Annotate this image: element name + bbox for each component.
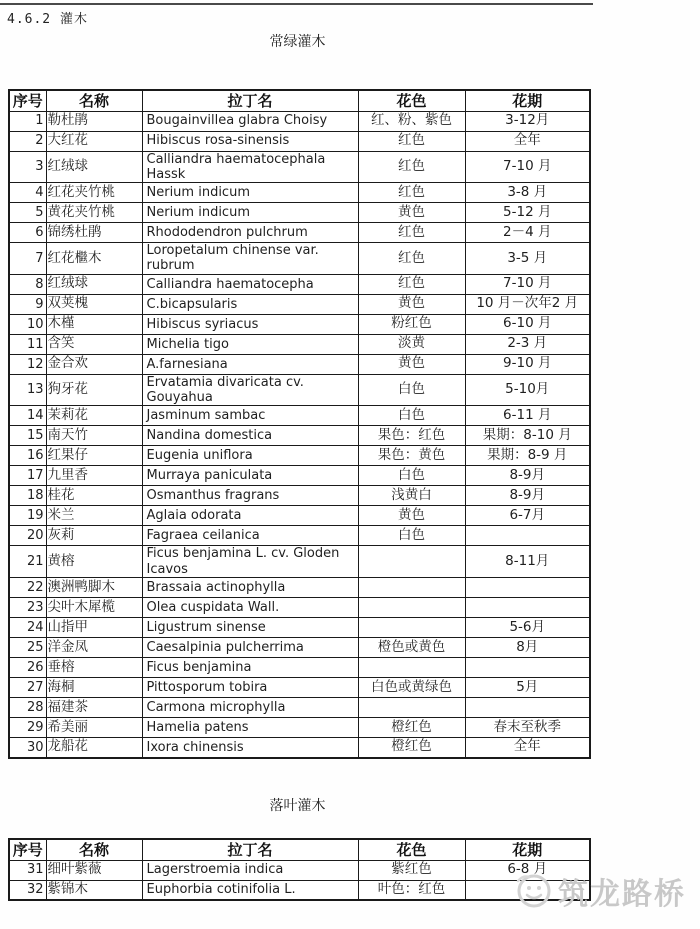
cell-latin: Calliandra haematocephala Hassk bbox=[142, 151, 358, 183]
cell-name: 桂花 bbox=[46, 486, 142, 506]
cell-latin: Olea cuspidata Wall. bbox=[142, 598, 358, 618]
column-header-flower-period: 花期 bbox=[465, 839, 590, 860]
header-row bbox=[9, 90, 590, 111]
cell-flower-color: 果色：红色 bbox=[358, 426, 465, 446]
cell-flower-period: 9-10 月 bbox=[465, 354, 590, 374]
cell-latin: Jasminum sambac bbox=[142, 406, 358, 426]
cell-flower-period: 8月 bbox=[465, 638, 590, 658]
cell-latin: Lagerstroemia indica bbox=[142, 860, 358, 880]
cell-index: 26 bbox=[9, 658, 46, 678]
cell-flower-color: 粉红色 bbox=[358, 314, 465, 334]
cell-latin: Calliandra haematocepha bbox=[142, 274, 358, 294]
cell-flower-period: 10 月－次年2 月 bbox=[465, 294, 590, 314]
cell-latin: Ficus benjamina L. cv. Gloden Icavos bbox=[142, 546, 358, 578]
cell-index: 10 bbox=[9, 314, 46, 334]
cell-index: 9 bbox=[9, 294, 46, 314]
column-header-flower-color: 花色 bbox=[358, 90, 465, 111]
cell-flower-period bbox=[465, 658, 590, 678]
cell-flower-color bbox=[358, 658, 465, 678]
cell-flower-color bbox=[358, 578, 465, 598]
cell-flower-color: 红色 bbox=[358, 151, 465, 183]
cell-index: 13 bbox=[9, 374, 46, 406]
evergreen-table-title: 常绿灌木 bbox=[269, 34, 326, 50]
cell-flower-period bbox=[465, 578, 590, 598]
cell-flower-color bbox=[358, 598, 465, 618]
cell-latin: Hibiscus syriacus bbox=[142, 314, 358, 334]
cell-name: 红绒球 bbox=[46, 274, 142, 294]
cell-flower-color: 淡黄 bbox=[358, 334, 465, 354]
table-row bbox=[9, 598, 590, 618]
cell-name: 细叶紫薇 bbox=[46, 860, 142, 880]
cell-index: 11 bbox=[9, 334, 46, 354]
cell-index: 31 bbox=[9, 860, 46, 880]
cell-name: 黄花夹竹桃 bbox=[46, 203, 142, 223]
cell-flower-color: 红、粉、紫色 bbox=[358, 111, 465, 131]
cell-name: 红花夹竹桃 bbox=[46, 183, 142, 203]
cell-flower-period bbox=[465, 698, 590, 718]
cell-latin: Euphorbia cotinifolia L. bbox=[142, 880, 358, 900]
cell-index: 14 bbox=[9, 406, 46, 426]
table-row bbox=[9, 294, 590, 314]
cell-latin: Murraya paniculata bbox=[142, 466, 358, 486]
table-row bbox=[9, 334, 590, 354]
cell-flower-color: 白色 bbox=[358, 526, 465, 546]
cell-latin: A.farnesiana bbox=[142, 354, 358, 374]
table-row bbox=[9, 274, 590, 294]
deciduous-shrubs-table-wrap bbox=[8, 838, 589, 901]
evergreen-shrubs-table-wrap bbox=[8, 89, 589, 759]
table-row bbox=[9, 183, 590, 203]
table-row bbox=[9, 314, 590, 334]
cell-latin: Ligustrum sinense bbox=[142, 618, 358, 638]
cell-flower-color: 橙红色 bbox=[358, 738, 465, 758]
cell-flower-period: 8-9月 bbox=[465, 466, 590, 486]
table-row bbox=[9, 374, 590, 406]
cell-index: 17 bbox=[9, 466, 46, 486]
cell-latin: Osmanthus fragrans bbox=[142, 486, 358, 506]
cell-index: 22 bbox=[9, 578, 46, 598]
cell-name: 红绒球 bbox=[46, 151, 142, 183]
table-row bbox=[9, 738, 590, 758]
cell-flower-color: 白色 bbox=[358, 466, 465, 486]
cell-index: 19 bbox=[9, 506, 46, 526]
cell-flower-period: 5月 bbox=[465, 678, 590, 698]
column-header-flower-color: 花色 bbox=[358, 839, 465, 860]
cell-name: 含笑 bbox=[46, 334, 142, 354]
cell-index: 16 bbox=[9, 446, 46, 466]
cell-index: 27 bbox=[9, 678, 46, 698]
cell-latin: Hibiscus rosa-sinensis bbox=[142, 131, 358, 151]
cell-name: 尖叶木犀榄 bbox=[46, 598, 142, 618]
cell-index: 1 bbox=[9, 111, 46, 131]
cell-name: 狗牙花 bbox=[46, 374, 142, 406]
cell-name: 红果仔 bbox=[46, 446, 142, 466]
section-heading: 4.6.2 灌木 bbox=[7, 12, 88, 27]
cell-latin: Ficus benjamina bbox=[142, 658, 358, 678]
cell-latin: Ervatamia divaricata cv. Gouyahua bbox=[142, 374, 358, 406]
cell-flower-color bbox=[358, 698, 465, 718]
cell-flower-color: 红色 bbox=[358, 274, 465, 294]
cell-name: 澳洲鸭脚木 bbox=[46, 578, 142, 598]
cell-latin: Ixora chinensis bbox=[142, 738, 358, 758]
table-row bbox=[9, 578, 590, 598]
cell-latin: Rhododendron pulchrum bbox=[142, 223, 358, 243]
table-row bbox=[9, 718, 590, 738]
cell-flower-color: 黄色 bbox=[358, 506, 465, 526]
table-row bbox=[9, 486, 590, 506]
table-row bbox=[9, 426, 590, 446]
cell-flower-period: 果期：8-10 月 bbox=[465, 426, 590, 446]
cell-index: 12 bbox=[9, 354, 46, 374]
cell-flower-color: 白色 bbox=[358, 374, 465, 406]
table-row bbox=[9, 223, 590, 243]
cell-name: 福建茶 bbox=[46, 698, 142, 718]
cell-name: 山指甲 bbox=[46, 618, 142, 638]
table-row bbox=[9, 506, 590, 526]
cell-name: 海桐 bbox=[46, 678, 142, 698]
cell-latin: Fagraea ceilanica bbox=[142, 526, 358, 546]
column-header-latin: 拉丁名 bbox=[142, 90, 358, 111]
cell-latin: Aglaia odorata bbox=[142, 506, 358, 526]
cell-flower-period: 6-7月 bbox=[465, 506, 590, 526]
cell-flower-period: 果期：8-9 月 bbox=[465, 446, 590, 466]
cell-index: 3 bbox=[9, 151, 46, 183]
cell-name: 希美丽 bbox=[46, 718, 142, 738]
cell-name: 红花檵木 bbox=[46, 243, 142, 275]
cell-flower-period: 2－4 月 bbox=[465, 223, 590, 243]
table-row bbox=[9, 243, 590, 275]
column-header-latin: 拉丁名 bbox=[142, 839, 358, 860]
cell-flower-color: 果色：黄色 bbox=[358, 446, 465, 466]
table-row bbox=[9, 880, 590, 900]
top-rule-divider bbox=[0, 3, 593, 5]
cell-index: 2 bbox=[9, 131, 46, 151]
cell-flower-color: 黄色 bbox=[358, 203, 465, 223]
table-row bbox=[9, 618, 590, 638]
column-header-name: 名称 bbox=[46, 90, 142, 111]
cell-flower-color: 紫红色 bbox=[358, 860, 465, 880]
cell-flower-color: 红色 bbox=[358, 243, 465, 275]
cell-flower-color: 叶色：红色 bbox=[358, 880, 465, 900]
table-row bbox=[9, 111, 590, 131]
table-row bbox=[9, 638, 590, 658]
cell-flower-color: 白色 bbox=[358, 406, 465, 426]
cell-name: 米兰 bbox=[46, 506, 142, 526]
table-row bbox=[9, 658, 590, 678]
cell-latin: Loropetalum chinense var. rubrum bbox=[142, 243, 358, 275]
cell-latin: Nerium indicum bbox=[142, 203, 358, 223]
watermark-text: 筑龙路桥 bbox=[558, 877, 686, 912]
cell-index: 18 bbox=[9, 486, 46, 506]
cell-name: 茉莉花 bbox=[46, 406, 142, 426]
cell-flower-period: 2-3 月 bbox=[465, 334, 590, 354]
column-header-flower-period: 花期 bbox=[465, 90, 590, 111]
cell-latin: C.bicapsularis bbox=[142, 294, 358, 314]
cell-flower-period bbox=[465, 598, 590, 618]
cell-flower-period: 5-12 月 bbox=[465, 203, 590, 223]
cell-name: 紫锦木 bbox=[46, 880, 142, 900]
cell-name: 勒杜鹃 bbox=[46, 111, 142, 131]
cell-name: 双荚槐 bbox=[46, 294, 142, 314]
table-row bbox=[9, 526, 590, 546]
cell-flower-color bbox=[358, 618, 465, 638]
cell-latin: Bougainvillea glabra Choisy bbox=[142, 111, 358, 131]
cell-flower-period: 全年 bbox=[465, 738, 590, 758]
cell-latin: Hamelia patens bbox=[142, 718, 358, 738]
column-header-index: 序号 bbox=[9, 839, 46, 860]
cell-flower-period bbox=[465, 526, 590, 546]
cell-index: 24 bbox=[9, 618, 46, 638]
cell-index: 6 bbox=[9, 223, 46, 243]
cell-flower-period: 7-10 月 bbox=[465, 274, 590, 294]
cell-flower-period: 5-10月 bbox=[465, 374, 590, 406]
cell-flower-color: 红色 bbox=[358, 183, 465, 203]
table-row bbox=[9, 446, 590, 466]
cell-name: 黄榕 bbox=[46, 546, 142, 578]
cell-name: 南天竹 bbox=[46, 426, 142, 446]
cell-flower-period bbox=[465, 880, 590, 900]
cell-flower-period: 3-5 月 bbox=[465, 243, 590, 275]
cell-latin: Carmona microphylla bbox=[142, 698, 358, 718]
cell-index: 15 bbox=[9, 426, 46, 446]
cell-flower-period: 7-10 月 bbox=[465, 151, 590, 183]
column-header-index: 序号 bbox=[9, 90, 46, 111]
cell-index: 21 bbox=[9, 546, 46, 578]
cell-name: 洋金凤 bbox=[46, 638, 142, 658]
table-row bbox=[9, 466, 590, 486]
cell-flower-period: 全年 bbox=[465, 131, 590, 151]
cell-latin: Michelia tigo bbox=[142, 334, 358, 354]
cell-name: 九里香 bbox=[46, 466, 142, 486]
cell-name: 垂榕 bbox=[46, 658, 142, 678]
cell-index: 4 bbox=[9, 183, 46, 203]
cell-flower-period: 6-8 月 bbox=[465, 860, 590, 880]
cell-flower-period: 3-8 月 bbox=[465, 183, 590, 203]
cell-name: 灰莉 bbox=[46, 526, 142, 546]
cell-index: 32 bbox=[9, 880, 46, 900]
cell-index: 25 bbox=[9, 638, 46, 658]
cell-index: 20 bbox=[9, 526, 46, 546]
evergreen-shrubs-table bbox=[8, 89, 591, 759]
cell-flower-period: 3-12月 bbox=[465, 111, 590, 131]
cell-flower-color bbox=[358, 546, 465, 578]
cell-index: 23 bbox=[9, 598, 46, 618]
deciduous-table-title: 落叶灌木 bbox=[269, 798, 326, 814]
cell-name: 龙船花 bbox=[46, 738, 142, 758]
cell-latin: Brassaia actinophylla bbox=[142, 578, 358, 598]
cell-name: 大红花 bbox=[46, 131, 142, 151]
cell-flower-color: 黄色 bbox=[358, 294, 465, 314]
table-row bbox=[9, 860, 590, 880]
table-row bbox=[9, 131, 590, 151]
cell-flower-period: 8-11月 bbox=[465, 546, 590, 578]
deciduous-shrubs-table bbox=[8, 838, 591, 901]
cell-latin: Caesalpinia pulcherrima bbox=[142, 638, 358, 658]
table-row bbox=[9, 406, 590, 426]
cell-index: 8 bbox=[9, 274, 46, 294]
table-row bbox=[9, 698, 590, 718]
cell-index: 30 bbox=[9, 738, 46, 758]
table-row bbox=[9, 546, 590, 578]
cell-flower-period: 6-11 月 bbox=[465, 406, 590, 426]
cell-name: 金合欢 bbox=[46, 354, 142, 374]
cell-flower-color: 红色 bbox=[358, 223, 465, 243]
cell-index: 5 bbox=[9, 203, 46, 223]
cell-flower-color: 橙色或黄色 bbox=[358, 638, 465, 658]
cell-name: 木槿 bbox=[46, 314, 142, 334]
header-row bbox=[9, 839, 590, 860]
cell-flower-period: 春末至秋季 bbox=[465, 718, 590, 738]
cell-flower-color: 白色或黄绿色 bbox=[358, 678, 465, 698]
cell-index: 29 bbox=[9, 718, 46, 738]
cell-latin: Pittosporum tobira bbox=[142, 678, 358, 698]
cell-flower-period: 5-6月 bbox=[465, 618, 590, 638]
table-row bbox=[9, 203, 590, 223]
cell-name: 锦绣杜鹃 bbox=[46, 223, 142, 243]
table-row bbox=[9, 678, 590, 698]
cell-latin: Nerium indicum bbox=[142, 183, 358, 203]
column-header-name: 名称 bbox=[46, 839, 142, 860]
cell-flower-color: 橙红色 bbox=[358, 718, 465, 738]
cell-latin: Eugenia uniflora bbox=[142, 446, 358, 466]
table-row bbox=[9, 151, 590, 183]
cell-flower-period: 6-10 月 bbox=[465, 314, 590, 334]
cell-latin: Nandina domestica bbox=[142, 426, 358, 446]
cell-flower-color: 浅黄白 bbox=[358, 486, 465, 506]
cell-index: 7 bbox=[9, 243, 46, 275]
table-row bbox=[9, 354, 590, 374]
cell-index: 28 bbox=[9, 698, 46, 718]
cell-flower-period: 8-9月 bbox=[465, 486, 590, 506]
cell-flower-color: 黄色 bbox=[358, 354, 465, 374]
cell-flower-color: 红色 bbox=[358, 131, 465, 151]
